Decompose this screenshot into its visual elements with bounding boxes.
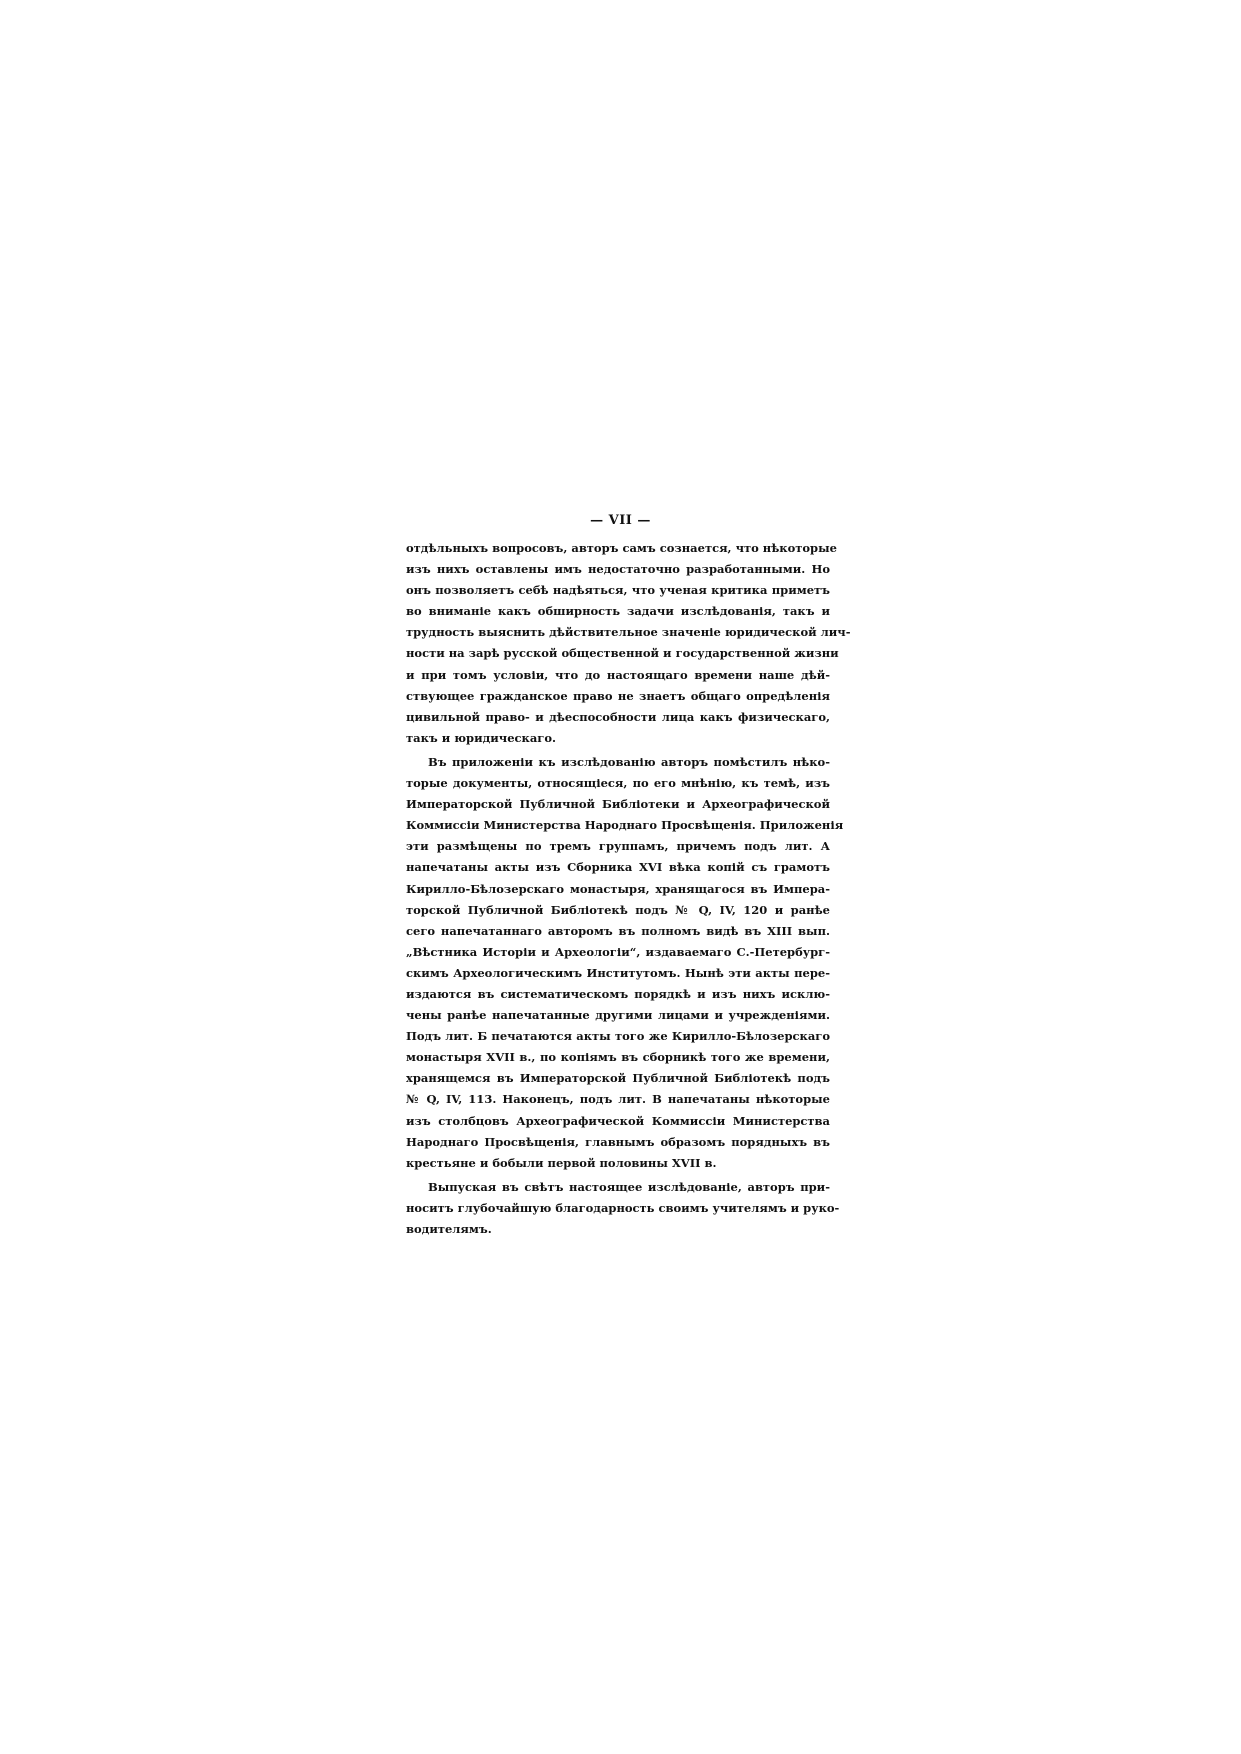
page-number: — VII —	[590, 513, 651, 528]
text-line: хранящемся въ Императорской Публичной Библіотекѣ подъ	[406, 1071, 830, 1086]
text-line: носитъ глубочайшую благодарность своимъ учителямъ и руко-	[406, 1200, 840, 1215]
text-line: изъ нихъ оставлены имъ недостаточно разработанными. Но	[406, 562, 830, 577]
text-line: Выпуская въ свѣтъ настоящее изслѣдованіе, авторъ при-	[428, 1179, 830, 1194]
text-line: сего напечатаннаго авторомъ въ полномъ видѣ въ XIII вып.	[406, 923, 830, 938]
text-line: Коммиссіи Министерства Народнаго Просвѣщенія. Приложенія	[406, 818, 844, 833]
text-line: Народнаго Просвѣщенія, главнымъ образомъ порядныхъ въ	[406, 1134, 830, 1149]
text-line: водителямъ.	[406, 1222, 492, 1236]
text-line: Въ приложеніи къ изслѣдованію авторъ помѣстилъ нѣко-	[428, 754, 830, 769]
text-line: торые документы, относящіеся, по его мнѣнію, къ темѣ, изъ	[406, 776, 830, 791]
text-line: отдѣльныхъ вопросовъ, авторъ самъ сознается, что нѣкоторые	[406, 541, 837, 555]
text-line: „Вѣстника Исторіи и Археологіи“, издаваемаго С.-Петербург-	[406, 944, 830, 959]
paragraph	[406, 1177, 840, 1240]
text-line: крестьяне и бобыли первой половины XVII в.	[406, 1155, 717, 1170]
text-line: чены ранѣе напечатанные другими лицами и учрежденіями.	[406, 1008, 830, 1023]
text-line: ности на зарѣ русской общественной и государственной жизни	[406, 646, 839, 661]
paragraph	[406, 752, 844, 1174]
text-line: онъ позволяетъ себѣ надѣяться, что ученая критика приметъ	[406, 583, 830, 598]
text-line: скимъ Археологическимъ Институтомъ. Нынѣ эти акты пере-	[406, 965, 830, 980]
paragraph	[406, 538, 851, 749]
text-line: монастыря XVII в., по копіямъ въ сборникѣ того же времени,	[406, 1050, 830, 1065]
text-line: Императорской Публичной Библіотеки и Археографической	[406, 797, 830, 812]
text-line: напечатаны акты изъ Сборника XVI вѣка копій съ грамотъ	[406, 860, 830, 875]
text-line: № Q, IV, 113. Наконецъ, подъ лит. В напечатаны нѣкоторые	[406, 1092, 830, 1107]
text-line: Кирилло-Бѣлозерскаго монастыря, хранящагося въ Импера-	[406, 881, 830, 896]
text-line: во вниманіе какъ обширность задачи изслѣдованія, такъ и	[406, 604, 830, 619]
text-line: изъ столбцовъ Археографической Коммиссіи Министерства	[406, 1113, 830, 1128]
text-line: эти размѣщены по тремъ группамъ, причемъ подъ лит. А	[406, 839, 830, 854]
text-line: цивильной право- и дѣеспособности лица какъ физическаго,	[406, 709, 830, 724]
text-line: такъ и юридическаго.	[406, 730, 557, 745]
text-line: трудность выяснить дѣйствительное значеніе юридической лич-	[406, 625, 851, 640]
text-line: Подъ лит. Б печатаются акты того же Кирилло-Бѣлозерскаго	[406, 1029, 830, 1044]
page-content	[406, 510, 851, 1240]
text-line: издаются въ систематическомъ порядкѣ и изъ нихъ исклю-	[406, 986, 830, 1001]
text-line: торской Публичной Библіотекѣ подъ № Q, IV, 120 и ранѣе	[406, 902, 830, 917]
text-body	[406, 538, 851, 1240]
text-line: ствующее гражданское право не знаетъ общаго опредѣленія	[406, 688, 830, 703]
text-line: и при томъ условіи, что до настоящаго времени наше дѣй-	[406, 667, 830, 682]
